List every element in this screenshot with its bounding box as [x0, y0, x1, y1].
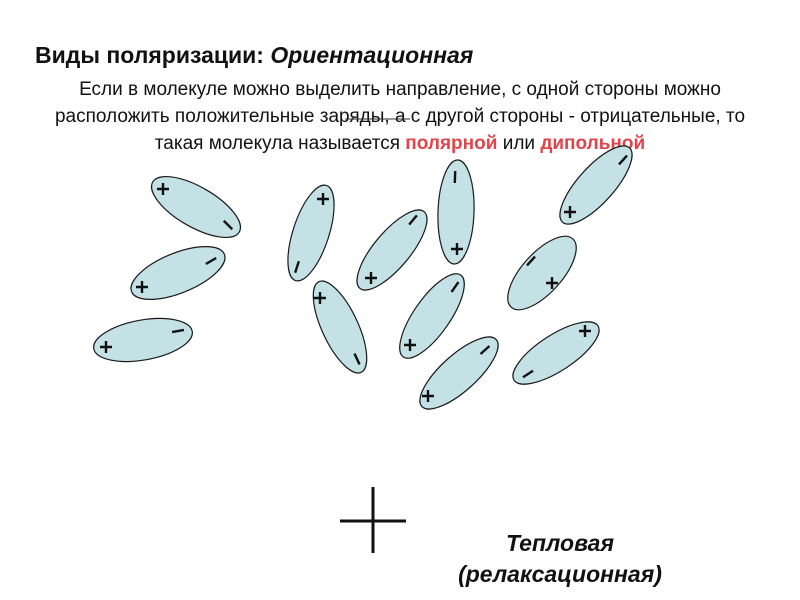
molecule-11 — [549, 136, 643, 234]
molecule-7 — [436, 159, 476, 264]
molecule-body — [278, 180, 343, 286]
molecule-body — [504, 311, 607, 396]
thermal-label-line2: (релаксационная) — [458, 561, 662, 587]
molecule-body — [124, 236, 232, 311]
molecule-body — [90, 312, 195, 369]
title-main: Виды поляризации: — [35, 42, 271, 68]
description-connector: или — [497, 133, 541, 154]
molecule-10 — [496, 225, 587, 320]
thermal-label — [430, 528, 690, 590]
molecule-2 — [124, 236, 232, 311]
molecule-6 — [346, 200, 438, 300]
term-dipole: дипольной — [540, 133, 646, 154]
molecule-body — [496, 225, 587, 320]
molecule-1 — [143, 165, 250, 250]
molecule-12 — [504, 311, 607, 396]
molecule-body — [143, 165, 250, 250]
title-subtype: Ориентационная — [270, 42, 474, 68]
molecule-3 — [90, 312, 195, 369]
molecule-body — [346, 200, 438, 300]
thermal-label-line1: Тепловая — [506, 530, 614, 556]
description-body: Если в молекуле можно выделить направление, с одной стороны можно расположить положительные заряды, а с другой стороны - отрицательные, то такая молекула называется — [54, 79, 746, 154]
molecule-4 — [278, 180, 343, 286]
molecule-body — [549, 136, 643, 234]
term-polar: полярной — [405, 133, 498, 154]
cross-mark-icon — [340, 487, 406, 553]
